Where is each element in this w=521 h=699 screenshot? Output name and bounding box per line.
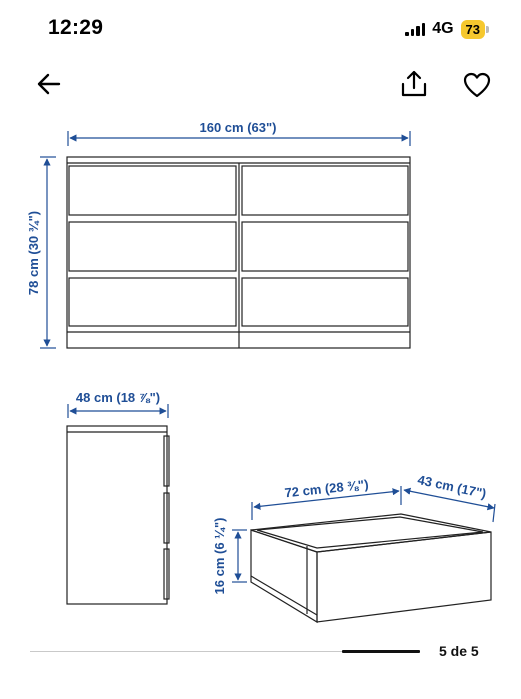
height-dimension [40, 157, 56, 348]
dresser-front-view [67, 157, 410, 348]
drawer-height-dimension [232, 530, 247, 582]
drawer-depth-label: 43 cm (17") [416, 472, 488, 502]
battery-icon: 73 [461, 20, 485, 39]
network-label: 4G [432, 20, 454, 37]
width-label: 160 cm (63") [199, 120, 277, 135]
height-label: 78 cm (30 ¾") [26, 210, 41, 296]
gallery-progress-fill [342, 650, 420, 653]
drawer-height-label: 16 cm (6 ¼") [212, 517, 227, 595]
depth-dimension [68, 404, 168, 418]
status-time: 12:29 [48, 16, 104, 39]
gallery-position-label: 5 de 5 [439, 643, 479, 659]
depth-label: 48 cm (18 ⅞") [75, 390, 161, 405]
drawer-width-label: 72 cm (28 ⅜") [283, 476, 370, 501]
dresser-side-view [67, 426, 169, 604]
drawer-view [251, 514, 491, 622]
gallery-progress-track [30, 651, 420, 652]
